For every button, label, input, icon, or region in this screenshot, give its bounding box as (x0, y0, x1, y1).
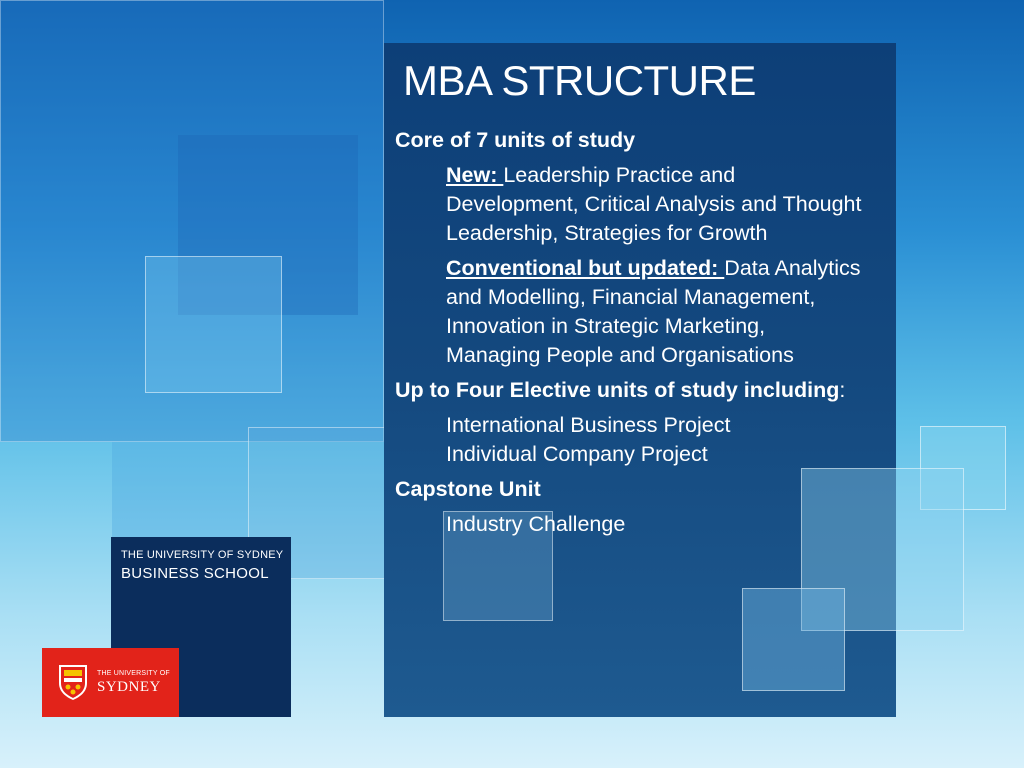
elective-heading-text: Up to Four Elective units of study including (395, 378, 840, 402)
logo-text-small: THE UNIVERSITY OF (97, 670, 170, 677)
elective-heading (395, 376, 865, 405)
elective-item: International Business Project (446, 413, 731, 437)
new-units-bullet (446, 161, 865, 248)
elective-colon: : (839, 378, 846, 402)
new-units-text: Leadership Practice and Development, Critical Analysis and Thought Leadership, Strategies for Growth (446, 163, 862, 245)
capstone-heading: Capstone Unit (395, 477, 541, 501)
decorative-square (742, 588, 845, 691)
decorative-square (112, 442, 248, 537)
capstone-item: Industry Challenge (446, 512, 626, 536)
university-logo (42, 648, 179, 717)
logo-text-big: SYDNEY (97, 679, 161, 695)
crest-icon (56, 661, 90, 701)
conventional-units-text: Data Analytics and Modelling, Financial Management, Innovation in Strategic Marketing, Managing People and Organisations (446, 256, 861, 367)
new-label: New: (446, 163, 504, 187)
slide-body (395, 126, 865, 539)
conventional-units-bullet (446, 254, 865, 370)
core-heading: Core of 7 units of study (395, 128, 636, 152)
decorative-square (145, 256, 282, 393)
school-name-line1: THE UNIVERSITY OF SYDNEY (121, 549, 284, 561)
conventional-label: Conventional but updated: (446, 256, 725, 280)
elective-item: Individual Company Project (446, 442, 708, 466)
slide-title: MBA STRUCTURE (403, 57, 756, 104)
school-name-line2: BUSINESS SCHOOL (121, 565, 269, 582)
